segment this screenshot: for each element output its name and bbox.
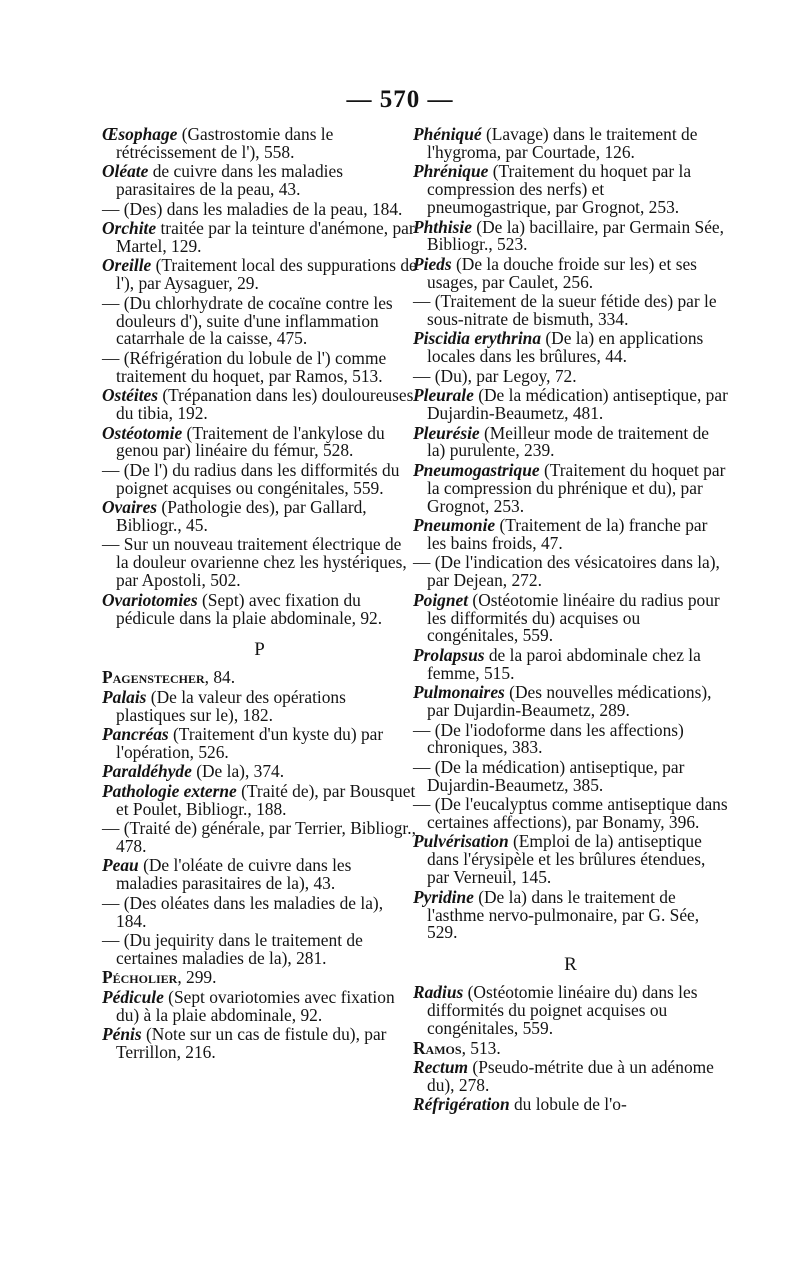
index-entry bbox=[102, 257, 417, 293]
section-letter: R bbox=[564, 954, 577, 976]
index-entry bbox=[413, 1096, 728, 1114]
index-entry-text: (Trépanation dans les) douloureuses du tibia, 192. bbox=[116, 385, 414, 424]
index-term: Ovariotomies bbox=[102, 589, 198, 610]
index-entry-text: (Lavage) dans le traitement de l'hygroma, par Courtade, 126. bbox=[427, 124, 698, 162]
index-entry bbox=[102, 163, 417, 199]
index-entry bbox=[102, 892, 417, 931]
index-term: Oléate bbox=[102, 161, 149, 182]
index-entry bbox=[413, 756, 728, 795]
index-entry bbox=[413, 163, 728, 217]
index-entry bbox=[102, 686, 417, 725]
index-entry-text: (Traitement de la) franche par les bains froids, 47. bbox=[427, 515, 708, 553]
index-entry bbox=[413, 833, 728, 887]
index-term: Piscidia erythrina bbox=[413, 328, 542, 349]
index-entry-text: (De la) bacillaire, par Germain Sée, Bibliogr., 523. bbox=[427, 216, 724, 255]
index-entry-text: — (De l'indication des vésicatoires dans la), par Dejean, 272. bbox=[413, 552, 720, 591]
index-entry-text: (Traité de), par Bousquet et Poulet, Bibliogr., 188. bbox=[116, 780, 416, 819]
index-entry bbox=[102, 932, 417, 968]
index-term: Pieds bbox=[413, 253, 452, 274]
index-entry bbox=[102, 220, 417, 256]
index-entry-text: — (Réfrigération du lobule de l') comme traitement du hoquet, par Ramos, 513. bbox=[102, 347, 387, 386]
index-entry bbox=[413, 459, 728, 516]
index-entry bbox=[102, 1026, 417, 1062]
index-term: Pathologie externe bbox=[102, 780, 237, 801]
index-term: Phéniqué bbox=[413, 124, 482, 144]
index-entry-text: — (De l'iodoforme dans les affections) chroniques, 383. bbox=[413, 719, 684, 758]
index-entry bbox=[413, 330, 728, 366]
page-number: — 570 — bbox=[346, 86, 454, 113]
index-entry-text: — (Traité de) générale, par Terrier, Bibliogr., 478. bbox=[102, 818, 416, 857]
index-entry-text: (Traitement local des suppurations de l'), par Aysaguer, 29. bbox=[116, 255, 417, 294]
index-term: Œsophage bbox=[102, 124, 178, 144]
index-entry bbox=[102, 986, 417, 1025]
index-entry-text: (De la douche froide sur les) et ses usages, par Caulet, 256. bbox=[427, 253, 697, 292]
index-entry bbox=[413, 422, 728, 461]
index-entry bbox=[413, 126, 728, 162]
index-term: Orchite bbox=[102, 218, 157, 239]
index-entry bbox=[413, 387, 728, 423]
index-entry bbox=[413, 517, 728, 553]
index-entry bbox=[413, 684, 728, 720]
index-term: Pyridine bbox=[413, 886, 474, 907]
index-entry-text: (De la) dans le traitement de l'asthme nervo-pulmonaire, par G. Sée, 529. bbox=[427, 886, 700, 943]
index-entry bbox=[413, 796, 728, 832]
index-entry bbox=[102, 857, 417, 893]
index-term: Oreille bbox=[102, 255, 152, 276]
index-entry-text: (Traitement d'un kyste du) par l'opération, 526. bbox=[116, 724, 384, 762]
index-author-name: Pécholier bbox=[102, 967, 178, 988]
index-entry-text: — (Du chlorhydrate de cocaïne contre les douleurs d'), suite d'une inflammation catarrhale de la caisse, 475. bbox=[102, 292, 393, 349]
index-entry-text: — (Des oléates dans les maladies de la), 184. bbox=[102, 892, 384, 931]
index-term: Pneumonie bbox=[413, 515, 496, 536]
index-entry-text: (De l'oléate de cuivre dans les maladies parasitaires de la), 43. bbox=[116, 855, 352, 894]
index-entry bbox=[413, 253, 728, 292]
index-entry-text: (Emploi de la) antiseptique dans l'érysipèle et les brûlures étendues, par Verneuil, 145. bbox=[427, 831, 706, 888]
index-term: Pancréas bbox=[102, 724, 169, 745]
index-entry-text: (Pathologie des), par Gallard, Bibliogr., 45. bbox=[116, 497, 367, 536]
index-entry bbox=[102, 292, 417, 349]
index-column-left bbox=[102, 126, 417, 1063]
index-term: Phthisie bbox=[413, 216, 472, 237]
index-entry bbox=[413, 984, 728, 1038]
index-entry bbox=[102, 499, 417, 535]
index-term: Pénis bbox=[102, 1024, 142, 1045]
index-entry bbox=[413, 365, 728, 386]
index-term: Pneumogastrique bbox=[413, 459, 540, 480]
index-entry-text: (Pseudo-métrite due à un adénome du), 278. bbox=[427, 1056, 714, 1095]
index-term: Radius bbox=[413, 982, 464, 1003]
index-term: Pulmonaires bbox=[413, 682, 505, 703]
index-entry-text: (Traitement du hoquet par la compression des nerfs) et pneumogastrique, par Grognot, 253. bbox=[427, 161, 692, 218]
index-entry bbox=[102, 669, 417, 687]
index-entry-text: , 299. bbox=[177, 967, 217, 988]
index-entry-text: traitée par la teinture d'anémone, par Martel, 129. bbox=[116, 218, 415, 256]
index-author-name: Pagenstecher bbox=[102, 667, 205, 688]
index-entry bbox=[102, 422, 417, 461]
index-term: Prolapsus bbox=[413, 644, 485, 665]
index-author-name: Ramos bbox=[413, 1037, 462, 1058]
index-entry-text: — (Du jequirity dans le traitement de certaines maladies de la), 281. bbox=[102, 930, 363, 968]
index-entry bbox=[102, 589, 417, 628]
index-term: Poignet bbox=[413, 589, 469, 610]
index-term: Peau bbox=[102, 855, 139, 876]
index-term: Paraldéhyde bbox=[102, 761, 192, 782]
index-entry bbox=[413, 644, 728, 683]
index-term: Pulvérisation bbox=[413, 831, 509, 852]
index-entry-text: (Sept) avec fixation du pédicule dans la plaie abdominale, 92. bbox=[116, 589, 383, 628]
index-entry-text: (Meilleur mode de traitement de la) purulente, 239. bbox=[427, 422, 710, 461]
index-entry bbox=[413, 1056, 728, 1095]
index-entry-text: (Gastrostomie dans le rétrécissement de l'), 558. bbox=[116, 124, 334, 162]
index-entry-text: — (De l') du radius dans les difformités du poignet acquises ou congénitales, 559. bbox=[102, 459, 400, 498]
index-entry-text: (Ostéotomie linéaire du radius pour les difformités du) acquises ou congénitales, 559. bbox=[427, 589, 720, 646]
index-entry bbox=[102, 126, 417, 162]
index-term: Palais bbox=[102, 686, 147, 707]
index-term: Phrénique bbox=[413, 161, 489, 182]
index-entry bbox=[413, 216, 728, 255]
index-entry-text: — Sur un nouveau traitement électrique de la douleur ovarienne chez les hystériques, par Apostoli, 502. bbox=[102, 534, 407, 591]
index-entry-text: (De la médication) antiseptique, par Dujardin-Beaumetz, 481. bbox=[427, 385, 728, 424]
index-entry bbox=[102, 763, 417, 781]
index-entry bbox=[102, 347, 417, 386]
index-entry bbox=[102, 536, 417, 590]
index-entry bbox=[102, 820, 417, 856]
index-entry bbox=[413, 719, 728, 758]
index-entry bbox=[102, 726, 417, 762]
index-entry-text: — (Traitement de la sueur fétide des) par le sous-nitrate de bismuth, 334. bbox=[413, 291, 717, 330]
index-term: Pleurésie bbox=[413, 422, 480, 443]
index-entry bbox=[102, 387, 417, 423]
index-entry bbox=[102, 459, 417, 498]
index-entry-text: — (De la médication) antiseptique, par Dujardin-Beaumetz, 385. bbox=[413, 756, 685, 795]
index-entry-text: (De la), 374. bbox=[191, 761, 285, 782]
index-entry-text: (Traitement du hoquet par la compression du phrénique et du), par Grognot, 253. bbox=[427, 459, 726, 516]
index-entry-text: , 513. bbox=[461, 1037, 501, 1058]
index-entry-text: (Sept ovariotomies avec fixation du) à la plaie abdominale, 92. bbox=[116, 986, 395, 1025]
index-entry-text: (Note sur un cas de fistule du), par Terrillon, 216. bbox=[116, 1024, 387, 1062]
index-term: Pleurale bbox=[413, 385, 474, 406]
index-entry-text: — (Des) dans les maladies de la peau, 184. bbox=[102, 198, 403, 219]
index-term: Ovaires bbox=[102, 497, 158, 518]
index-term: Ostéotomie bbox=[102, 422, 183, 443]
index-entry-text: (De la) en applications locales dans les brûlures, 44. bbox=[427, 328, 704, 367]
index-entry-text: de cuivre dans les maladies parasitaires de la peau, 43. bbox=[116, 161, 343, 200]
index-entry-text: — (Du), par Legoy, 72. bbox=[413, 365, 577, 386]
index-column-right bbox=[413, 126, 728, 1116]
index-term: Réfrigération bbox=[413, 1094, 510, 1115]
index-entry bbox=[413, 554, 728, 590]
index-entry bbox=[413, 589, 728, 646]
index-entry-text: du lobule de l'o- bbox=[509, 1094, 627, 1115]
index-entry bbox=[102, 780, 417, 819]
index-entry bbox=[413, 886, 728, 943]
index-entry-text: de la paroi abdominale chez la femme, 515. bbox=[427, 644, 701, 683]
index-term: Rectum bbox=[413, 1056, 469, 1077]
index-term: Ostéites bbox=[102, 385, 159, 406]
index-entry-text: (Traitement de l'ankylose du genou par) linéaire du fémur, 528. bbox=[116, 422, 385, 461]
index-term: Pédicule bbox=[102, 986, 164, 1007]
index-entry-text: — (De l'eucalyptus comme antiseptique dans certaines affections), par Bonamy, 396. bbox=[413, 794, 728, 833]
index-entry bbox=[413, 293, 728, 329]
index-entry bbox=[413, 1037, 728, 1058]
index-entry-text: (De la valeur des opérations plastiques sur le), 182. bbox=[116, 686, 346, 725]
index-entry bbox=[102, 198, 417, 219]
index-entry-text: , 84. bbox=[204, 667, 236, 688]
section-letter: P bbox=[254, 639, 265, 661]
index-entry-text: (Des nouvelles médications), par Dujardin-Beaumetz, 289. bbox=[427, 682, 712, 721]
index-entry-text: (Ostéotomie linéaire du) dans les difformités du poignet acquises ou congénitales, 559. bbox=[427, 982, 698, 1039]
index-entry bbox=[102, 969, 417, 987]
